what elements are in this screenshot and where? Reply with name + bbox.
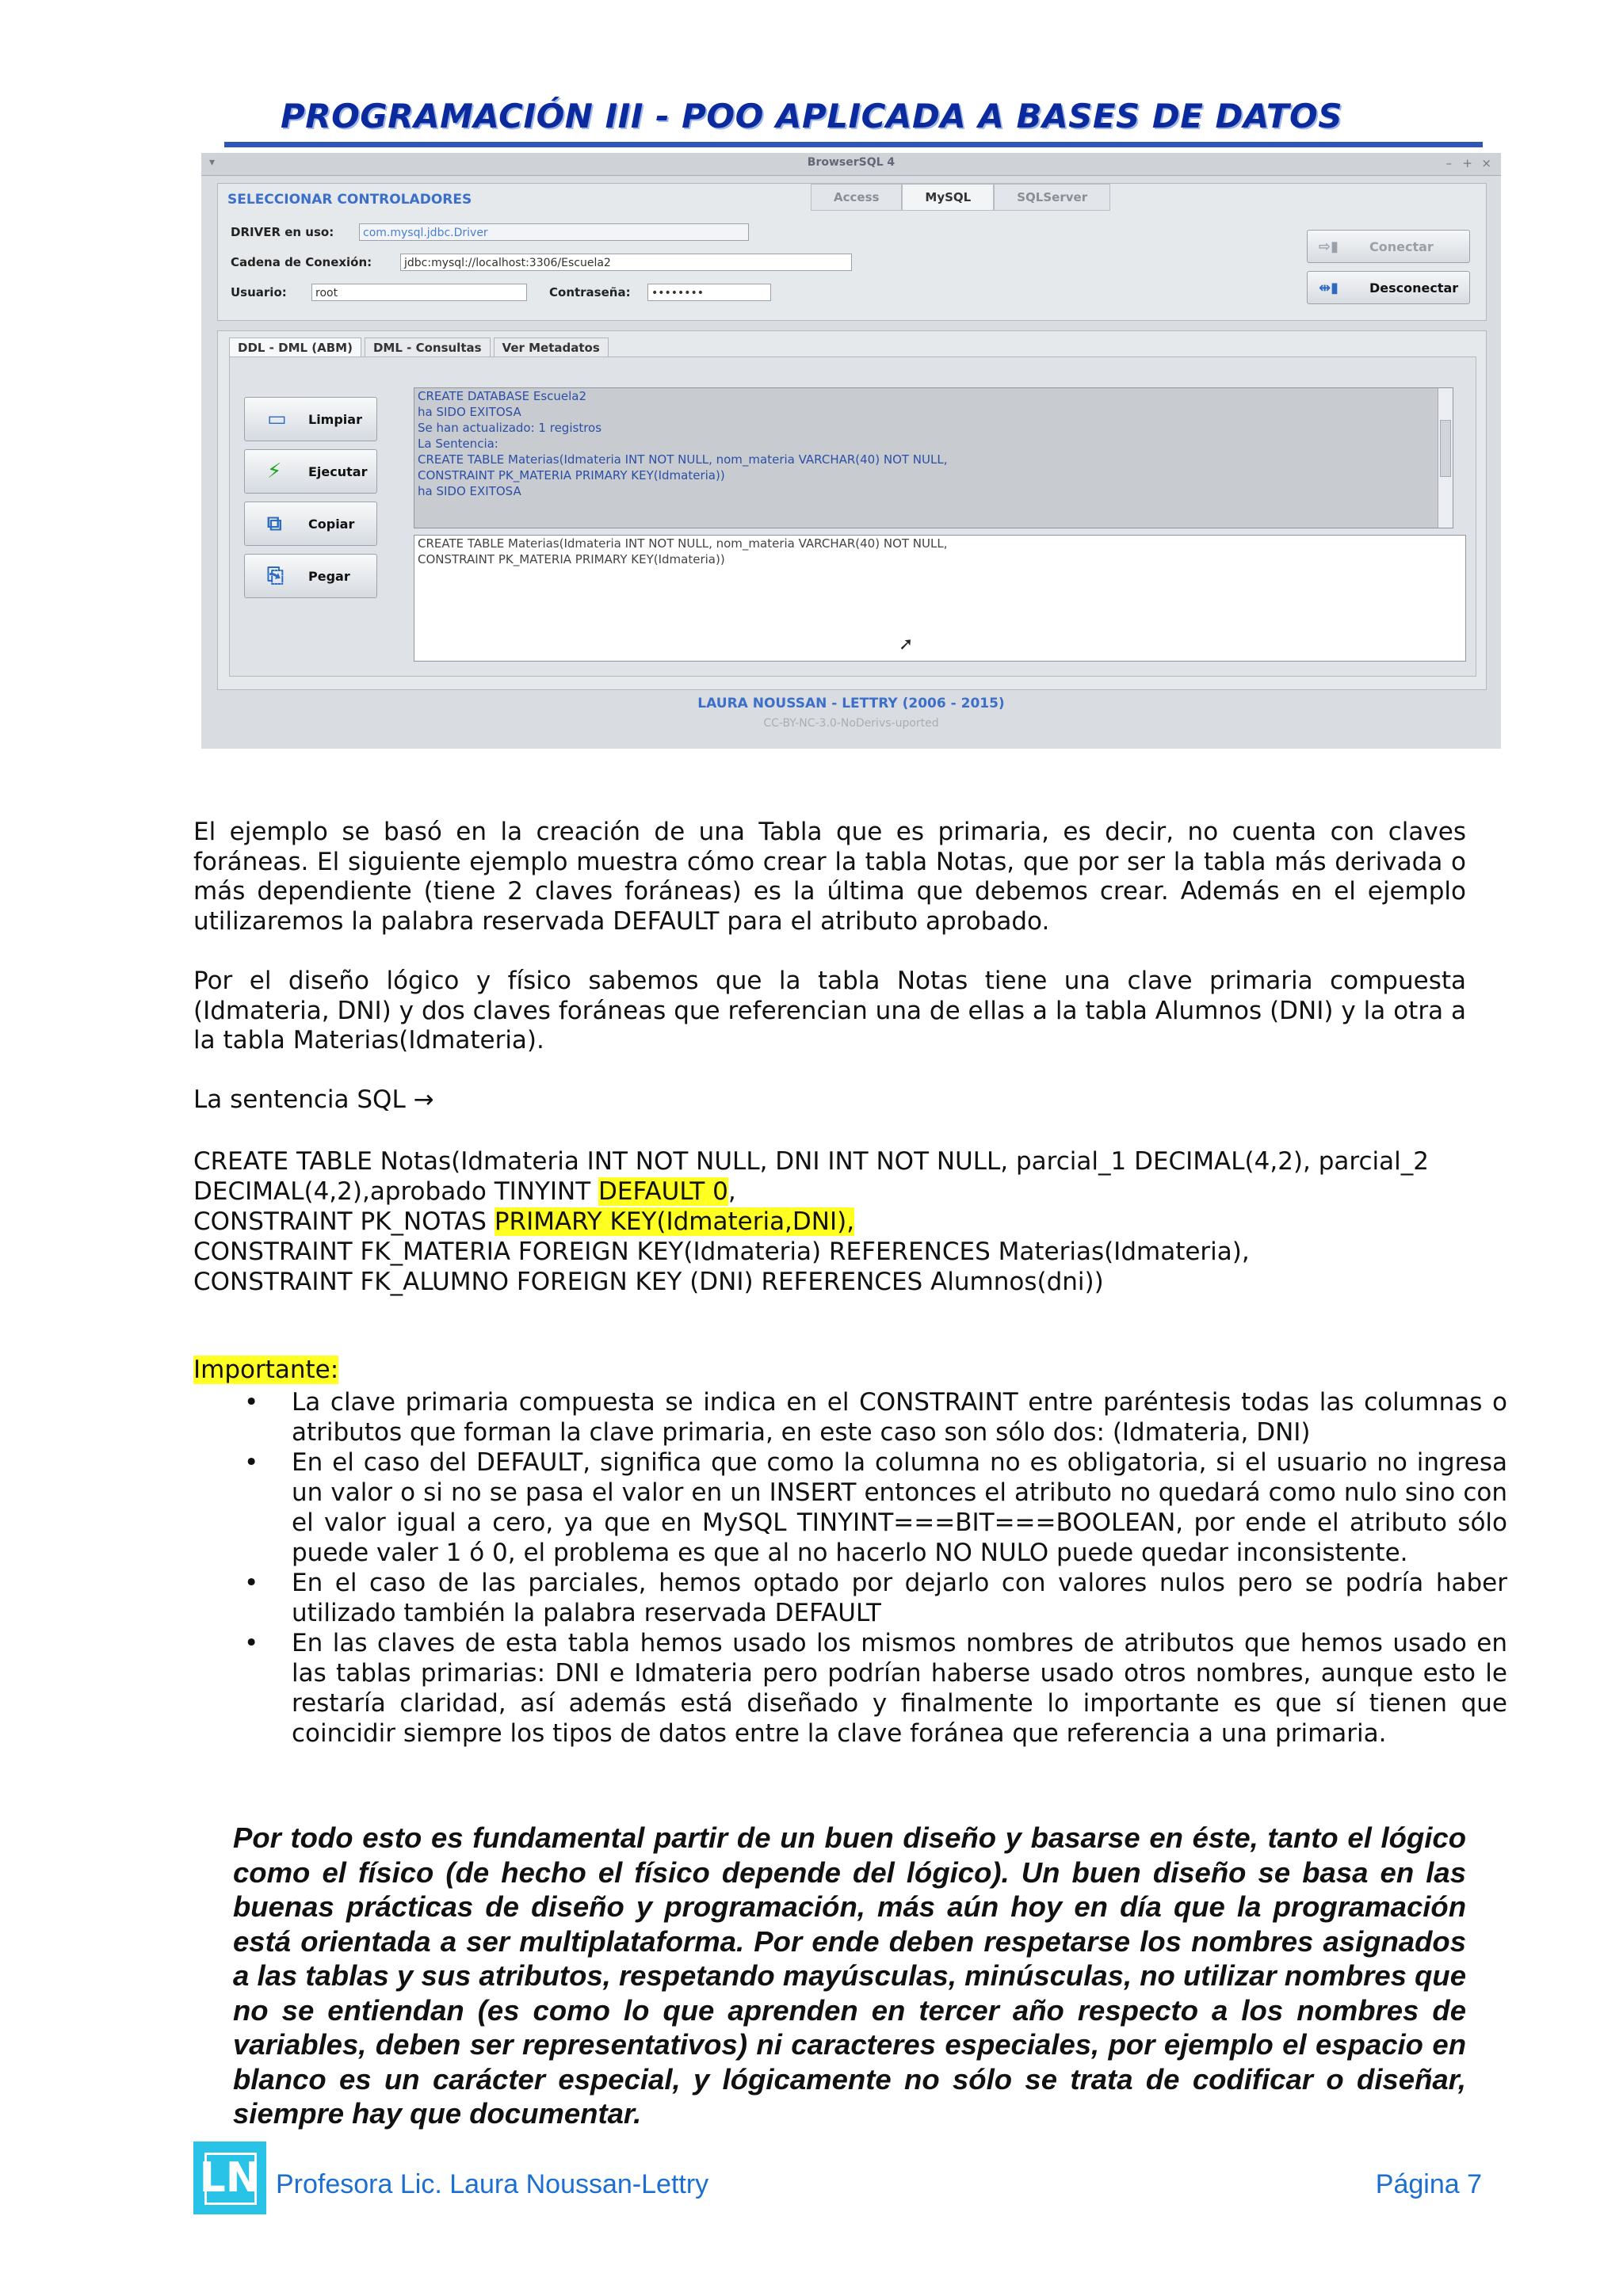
output-scrollbar[interactable] [1438,388,1453,528]
paste-icon: ⎘ [267,564,284,588]
password-label: Contraseña: [549,285,631,299]
copy-button[interactable]: ⧉ Copiar [244,502,377,546]
connection-label: Cadena de Conexión: [231,255,372,269]
output-line: CREATE DATABASE Escuela2 [418,389,587,403]
clear-button[interactable]: ▭ Limpiar [244,397,377,441]
mouse-cursor-icon: ➚ [899,635,914,654]
sql-line-4: CONSTRAINT FK_MATERIA FOREIGN KEY(Idmateria) REFERENCES Materias(Idmateria), [193,1238,1250,1266]
list-item: • En las claves de esta tabla hemos usado los mismos nombres de atributos que hemos usado en las tablas primarias: DNI e Idmateria pero podrían haberse usado otros nombres, aunque esto le restaría claridad, así además está diseñado y finalmente lo importante es que sí tienen que coincidir siempre los tipos de datos entre la clave foránea que referencia a una primaria. [244,1629,1507,1748]
output-line: CREATE TABLE Materias(Idmateria INT NOT NULL, nom_materia VARCHAR(40) NOT NULL, [418,452,948,467]
footer-author: Profesora Lic. Laura Noussan-Lettry [276,2169,709,2199]
output-line: ha SIDO EXITOSA [418,484,521,498]
output-line: Se han actualizado: 1 registros [418,421,602,435]
clear-icon: ▭ [267,407,287,431]
tab-mysql[interactable]: MySQL [902,184,994,211]
app-screenshot [201,153,1501,749]
section-title: SELECCIONAR CONTROLADORES [227,192,472,208]
header-rule [224,142,1483,147]
list-item: • La clave primaria compuesta se indica en el CONSTRAINT entre paréntesis todas las columnas o atributos que forman la clave primaria, en este caso son sólo dos: (Idmateria, DNI) [244,1388,1507,1447]
sql-line-2: DECIMAL(4,2),aprobado TINYINT DEFAULT 0, [193,1177,736,1206]
disconnect-button[interactable]: ⇹▮ Desconectar [1307,271,1470,304]
list-item: • En el caso del DEFAULT, significa que como la columna no es obligatoria, si el usuario no ingresa un valor o si no se pasa el valor en un INSERT entonces el atributo no quedará como nulo sino con el valor igual a cero, ya que en MySQL TINYINT===BIT===BOOLEAN, por ende el atributo sólo puede valer 1 ó 0, el problema es que al no hacerlo NO NULO puede quedar inconsistente. [244,1448,1507,1567]
sql-line-5: CONSTRAINT FK_ALUMNO FOREIGN KEY (DNI) REFERENCES Alumnos(dni)) [193,1268,1104,1296]
execute-button[interactable]: ⚡ Ejecutar [244,449,377,494]
input-line: CONSTRAINT PK_MATERIA PRIMARY KEY(Idmateria)) [418,552,725,566]
list-item: • En el caso de las parciales, hemos optado por dejarlo con valores nulos pero se podría haber utilizado también la palabra reservada DEFAULT [244,1569,1507,1627]
window-titlebar [201,153,1501,176]
close-icon[interactable]: × [1481,156,1491,170]
highlight-default: DEFAULT 0 [598,1177,728,1206]
tab-dml-consultas[interactable]: DML - Consultas [365,338,491,358]
paste-button[interactable]: ⎘ Pegar [244,554,377,598]
sql-inner-panel [229,357,1476,677]
driver-panel [217,183,1487,321]
output-textarea[interactable] [414,387,1453,528]
minimize-icon[interactable]: – [1445,156,1452,170]
tab-ddl-dml[interactable]: DDL - DML (ABM) [229,338,361,358]
tab-sqlserver[interactable]: SQLServer [994,184,1110,211]
copy-icon: ⧉ [267,512,282,536]
sql-tabs [229,338,612,358]
important-label: Importante: [193,1356,339,1384]
maximize-icon[interactable]: + [1462,156,1472,170]
connect-button[interactable]: ⇨▮ Conectar [1307,230,1470,263]
driver-label: DRIVER en uso: [231,225,334,239]
app-license: CC-BY-NC-3.0-NoDerivs-uported [763,717,939,730]
sql-input-textarea[interactable] [414,535,1466,662]
paragraph-intro: El ejemplo se basó en la creación de una Tabla que es primaria, es decir, no cuenta con claves foráneas. El siguiente ejemplo muestra cómo crear la tabla Notas, que por ser la tabla más derivada o más dependiente (tiene 2 claves foráneas) es la última que debemos crear. Además en el ejemplo utilizaremos la palabra reservada DEFAULT para el atributo aprobado. [193,818,1466,936]
emphasis-paragraph: Por todo esto es fundamental partir de un buen diseño y basarse en éste, tanto el lógico como el físico (de hecho el físico depende del lógico). Un buen diseño se basa en las buenas prácticas de diseño y programación, más aún hoy en día que la programación está orientada a ser multiplataforma. Por ende deben respetarse los nombres asignados a las tablas y sus atributos, respetando mayúsculas, minúsculas, no utilizar nombres que no se entiendan (es como lo que aprenden en tercer año respecto a los nombres de variables, deben ser representativos) ni caracteres especiales, por ejemplo el espacio en blanco es un carácter especial, y lógicamente no sólo se trata de codificar o diseñar, siempre hay que documentar. [233,1821,1466,2130]
output-line: La Sentencia: [418,437,498,451]
document-header: PROGRAMACIÓN III - POO APLICADA A BASES DE DATOS [280,97,1343,135]
sql-intro: La sentencia SQL → [193,1085,434,1114]
tab-access[interactable]: Access [811,184,902,211]
driver-field[interactable]: com.mysql.jdbc.Driver [359,223,749,241]
window-menu-icon[interactable]: ▾ [209,156,216,169]
app-footer: LAURA NOUSSAN - LETTRY (2006 - 2015) [697,696,1005,711]
disconnect-icon: ⇹▮ [1319,280,1338,296]
driver-tabs [811,184,1110,211]
connection-field[interactable]: jdbc:mysql://localhost:3306/Escuela2 [400,254,852,271]
user-label: Usuario: [231,285,287,299]
output-line: ha SIDO EXITOSA [418,405,521,419]
window-title: BrowserSQL 4 [807,156,896,169]
paragraph-design: Por el diseño lógico y físico sabemos que la tabla Notas tiene una clave primaria compuesta (Idmateria, DNI) y dos claves foráneas que referencian una de ellas a la tabla Alumnos (DNI) y la otra a la tabla Materias(Idmateria). [193,967,1466,1055]
author-logo: LN [193,2142,266,2214]
password-field[interactable]: •••••••• [647,284,771,301]
output-line: CONSTRAINT PK_MATERIA PRIMARY KEY(Idmateria)) [418,468,725,482]
sql-panel [217,330,1487,690]
important-list [238,1387,1507,1749]
sql-line-1: CREATE TABLE Notas(Idmateria INT NOT NULL, DNI INT NOT NULL, parcial_1 DECIMAL(4,2), parcial_2 [193,1147,1429,1176]
lightning-icon: ⚡ [267,460,282,483]
page-number: Página 7 [1375,2169,1482,2199]
user-field[interactable]: root [311,284,527,301]
highlight-primary-key: PRIMARY KEY(Idmateria,DNI), [494,1207,855,1236]
sql-line-3: CONSTRAINT PK_NOTAS PRIMARY KEY(Idmateria,DNI), [193,1207,855,1236]
tab-ver-metadatos[interactable]: Ver Metadatos [494,338,609,358]
connect-icon: ⇨▮ [1319,238,1338,255]
input-line: CREATE TABLE Materias(Idmateria INT NOT NULL, nom_materia VARCHAR(40) NOT NULL, [418,536,948,551]
